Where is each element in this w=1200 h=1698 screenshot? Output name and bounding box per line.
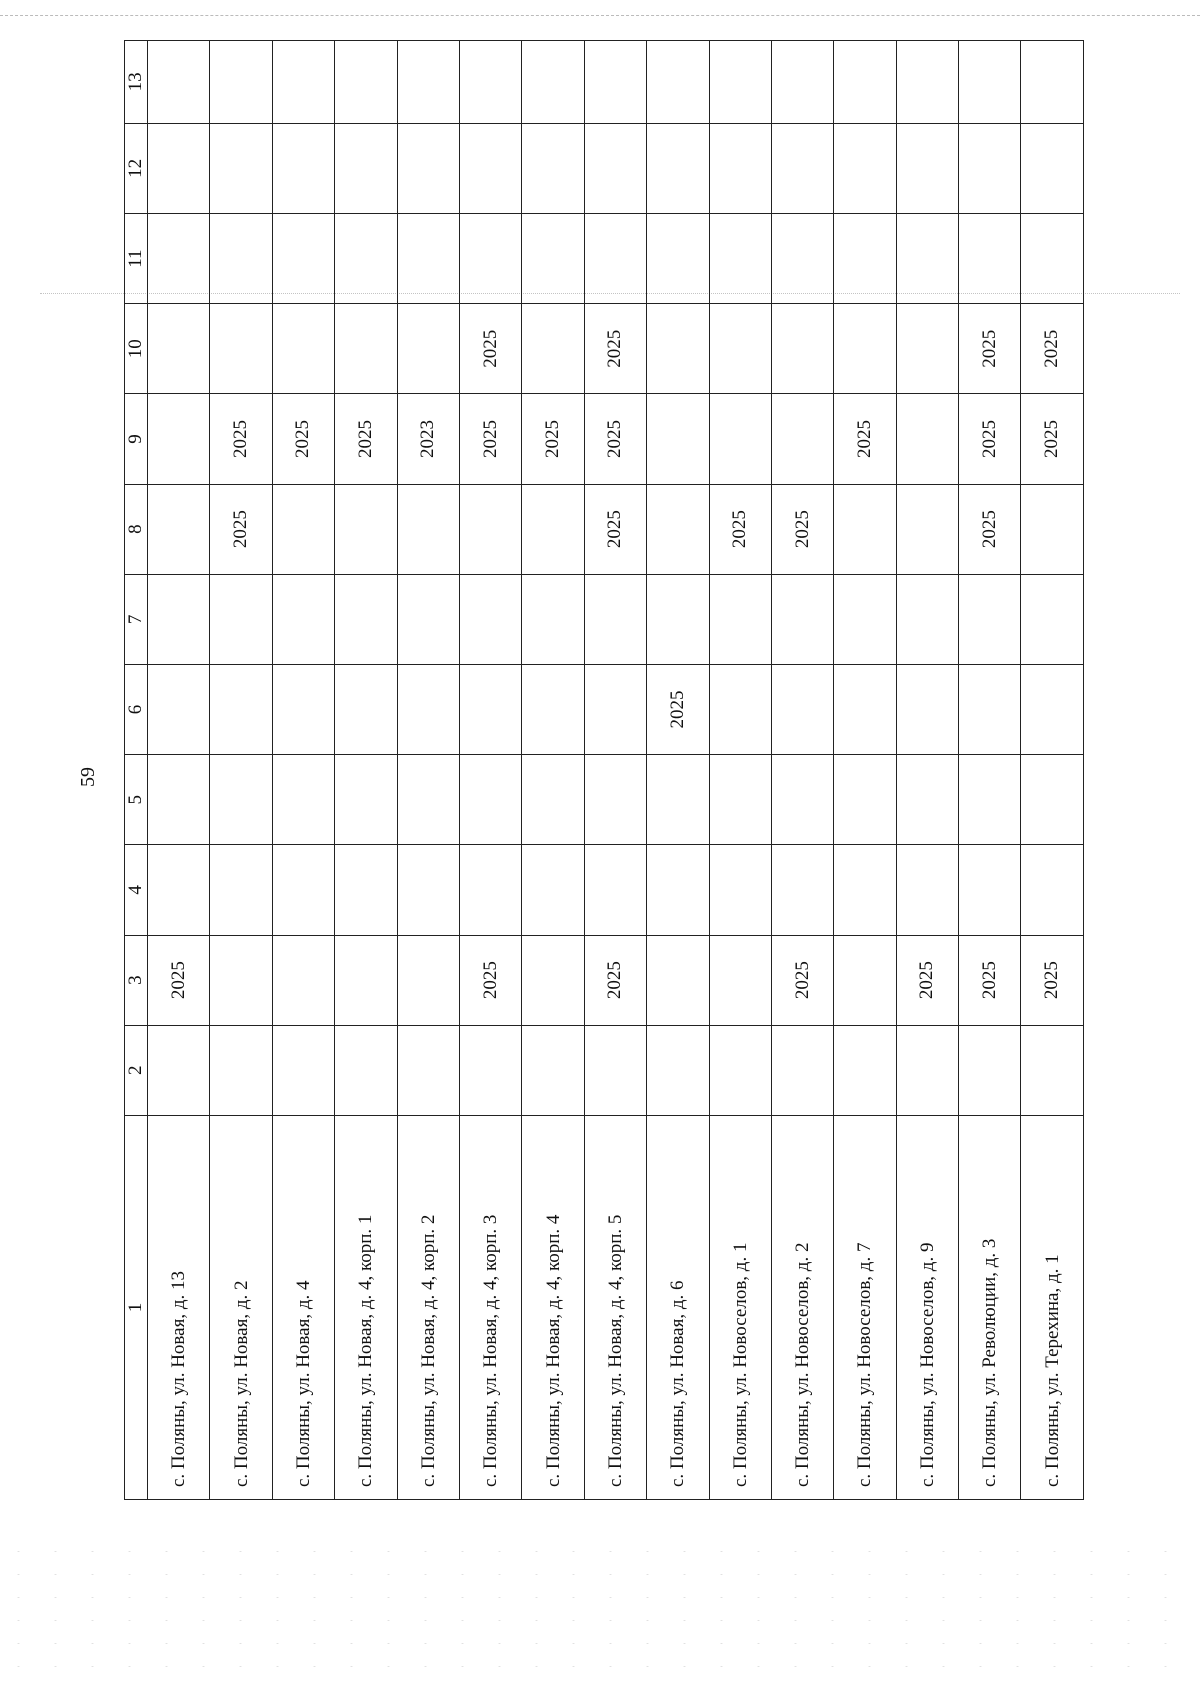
year-cell-col-10 xyxy=(272,304,334,394)
year-cell-col-8: 2025 xyxy=(709,484,771,574)
year-cell-col-4 xyxy=(1021,845,1084,935)
year-cell-col-6 xyxy=(834,664,896,754)
year-cell-col-6 xyxy=(959,664,1021,754)
year-cell-col-12 xyxy=(459,123,521,213)
year-cell-col-11 xyxy=(771,214,833,304)
year-cell-col-11 xyxy=(397,214,459,304)
year-cell-col-3: 2025 xyxy=(959,935,1021,1025)
year-cell-col-13 xyxy=(1021,41,1084,124)
column-header-9: 9 xyxy=(125,394,148,484)
table-row xyxy=(896,41,958,1500)
column-header-8: 8 xyxy=(125,484,148,574)
year-cell-col-5 xyxy=(210,755,272,845)
year-cell-col-8 xyxy=(647,484,709,574)
year-cell-col-8: 2025 xyxy=(959,484,1021,574)
year-cell-col-9 xyxy=(709,394,771,484)
year-cell-col-6 xyxy=(1021,664,1084,754)
year-cell-col-5 xyxy=(647,755,709,845)
year-cell-col-2 xyxy=(771,1025,833,1115)
year-cell-col-10: 2025 xyxy=(959,304,1021,394)
address-cell: с. Поляны, ул. Терехина, д. 1 xyxy=(1021,1115,1084,1499)
year-cell-col-9 xyxy=(896,394,958,484)
year-cell-col-6 xyxy=(397,664,459,754)
table-row xyxy=(335,41,397,1500)
year-cell-col-10 xyxy=(709,304,771,394)
year-cell-col-7 xyxy=(272,574,334,664)
year-cell-col-13 xyxy=(397,41,459,124)
year-cell-col-4 xyxy=(397,845,459,935)
year-cell-col-5 xyxy=(834,755,896,845)
address-cell: с. Поляны, ул. Новая, д. 2 xyxy=(210,1115,272,1499)
table-row xyxy=(210,41,272,1500)
year-cell-col-13 xyxy=(210,41,272,124)
year-cell-col-5 xyxy=(335,755,397,845)
year-cell-col-9: 2025 xyxy=(335,394,397,484)
year-cell-col-3 xyxy=(834,935,896,1025)
year-cell-col-3: 2025 xyxy=(148,935,210,1025)
address-cell: с. Поляны, ул. Революции, д. 3 xyxy=(959,1115,1021,1499)
column-header-7: 7 xyxy=(125,574,148,664)
scan-edge-line xyxy=(0,15,1200,16)
year-cell-col-2 xyxy=(210,1025,272,1115)
year-cell-col-10 xyxy=(210,304,272,394)
table-frame xyxy=(124,40,1084,1500)
year-cell-col-4 xyxy=(522,845,584,935)
address-cell: с. Поляны, ул. Новая, д. 13 xyxy=(148,1115,210,1499)
year-cell-col-12 xyxy=(397,123,459,213)
column-header-6: 6 xyxy=(125,664,148,754)
address-cell: с. Поляны, ул. Новоселов, д. 2 xyxy=(771,1115,833,1499)
address-cell: с. Поляны, ул. Новоселов, д. 7 xyxy=(834,1115,896,1499)
year-cell-col-9: 2025 xyxy=(1021,394,1084,484)
year-cell-col-2 xyxy=(272,1025,334,1115)
year-cell-col-4 xyxy=(959,845,1021,935)
column-header-13: 13 xyxy=(125,41,148,124)
year-cell-col-3: 2025 xyxy=(459,935,521,1025)
year-cell-col-7 xyxy=(148,574,210,664)
column-header-3: 3 xyxy=(125,935,148,1025)
year-cell-col-9: 2025 xyxy=(522,394,584,484)
year-cell-col-2 xyxy=(584,1025,646,1115)
year-cell-col-13 xyxy=(709,41,771,124)
year-cell-col-12 xyxy=(584,123,646,213)
table-row xyxy=(834,41,896,1500)
table-row xyxy=(584,41,646,1500)
year-cell-col-9 xyxy=(148,394,210,484)
year-cell-col-13 xyxy=(771,41,833,124)
year-cell-col-3 xyxy=(522,935,584,1025)
table-row xyxy=(272,41,334,1500)
column-header-10: 10 xyxy=(125,304,148,394)
table-row xyxy=(397,41,459,1500)
year-cell-col-11 xyxy=(1021,214,1084,304)
year-cell-col-11 xyxy=(210,214,272,304)
year-cell-col-9 xyxy=(647,394,709,484)
year-cell-col-6 xyxy=(896,664,958,754)
year-cell-col-13 xyxy=(959,41,1021,124)
year-cell-col-10: 2025 xyxy=(1021,304,1084,394)
year-cell-col-6 xyxy=(459,664,521,754)
year-cell-col-2 xyxy=(148,1025,210,1115)
column-header-4: 4 xyxy=(125,845,148,935)
year-cell-col-13 xyxy=(459,41,521,124)
year-cell-col-10 xyxy=(148,304,210,394)
year-cell-col-6 xyxy=(335,664,397,754)
year-cell-col-4 xyxy=(584,845,646,935)
table-row xyxy=(459,41,521,1500)
year-cell-col-6 xyxy=(522,664,584,754)
table-row xyxy=(647,41,709,1500)
year-cell-col-8 xyxy=(397,484,459,574)
year-cell-col-5 xyxy=(148,755,210,845)
year-cell-col-5 xyxy=(709,755,771,845)
year-cell-col-12 xyxy=(148,123,210,213)
year-cell-col-13 xyxy=(148,41,210,124)
page-number: 59 xyxy=(77,767,99,787)
year-cell-col-7 xyxy=(522,574,584,664)
year-cell-col-5 xyxy=(397,755,459,845)
address-cell: с. Поляны, ул. Новая, д. 4, корп. 1 xyxy=(335,1115,397,1499)
year-cell-col-12 xyxy=(272,123,334,213)
year-cell-col-4 xyxy=(459,845,521,935)
year-cell-col-12 xyxy=(709,123,771,213)
year-cell-col-2 xyxy=(896,1025,958,1115)
year-cell-col-4 xyxy=(335,845,397,935)
year-cell-col-10 xyxy=(771,304,833,394)
year-cell-col-11 xyxy=(584,214,646,304)
year-cell-col-9: 2025 xyxy=(584,394,646,484)
year-cell-col-9: 2025 xyxy=(459,394,521,484)
table-body xyxy=(148,41,1084,1500)
header-row xyxy=(125,41,148,1500)
year-cell-col-13 xyxy=(272,41,334,124)
register-table xyxy=(124,40,1084,1500)
year-cell-col-10 xyxy=(647,304,709,394)
year-cell-col-6 xyxy=(148,664,210,754)
year-cell-col-11 xyxy=(834,214,896,304)
year-cell-col-13 xyxy=(335,41,397,124)
year-cell-col-8 xyxy=(148,484,210,574)
year-cell-col-9: 2025 xyxy=(210,394,272,484)
year-cell-col-7 xyxy=(771,574,833,664)
table-row xyxy=(1021,41,1084,1500)
column-header-11: 11 xyxy=(125,214,148,304)
year-cell-col-8 xyxy=(896,484,958,574)
year-cell-col-3 xyxy=(709,935,771,1025)
year-cell-col-12 xyxy=(647,123,709,213)
year-cell-col-8 xyxy=(522,484,584,574)
year-cell-col-5 xyxy=(272,755,334,845)
year-cell-col-3: 2025 xyxy=(584,935,646,1025)
year-cell-col-11 xyxy=(148,214,210,304)
year-cell-col-4 xyxy=(210,845,272,935)
year-cell-col-11 xyxy=(709,214,771,304)
table-row xyxy=(522,41,584,1500)
year-cell-col-3: 2025 xyxy=(1021,935,1084,1025)
year-cell-col-2 xyxy=(1021,1025,1084,1115)
year-cell-col-3: 2025 xyxy=(896,935,958,1025)
year-cell-col-6 xyxy=(272,664,334,754)
address-cell: с. Поляны, ул. Новая, д. 6 xyxy=(647,1115,709,1499)
year-cell-col-3 xyxy=(397,935,459,1025)
year-cell-col-11 xyxy=(647,214,709,304)
year-cell-col-9: 2025 xyxy=(959,394,1021,484)
year-cell-col-6 xyxy=(709,664,771,754)
year-cell-col-7 xyxy=(584,574,646,664)
year-cell-col-5 xyxy=(522,755,584,845)
year-cell-col-8: 2025 xyxy=(210,484,272,574)
year-cell-col-12 xyxy=(335,123,397,213)
year-cell-col-6 xyxy=(771,664,833,754)
year-cell-col-10 xyxy=(834,304,896,394)
year-cell-col-10: 2025 xyxy=(584,304,646,394)
year-cell-col-2 xyxy=(522,1025,584,1115)
year-cell-col-10 xyxy=(896,304,958,394)
year-cell-col-3 xyxy=(647,935,709,1025)
year-cell-col-7 xyxy=(647,574,709,664)
year-cell-col-7 xyxy=(834,574,896,664)
year-cell-col-12 xyxy=(959,123,1021,213)
year-cell-col-12 xyxy=(1021,123,1084,213)
year-cell-col-6 xyxy=(210,664,272,754)
address-cell: с. Поляны, ул. Новая, д. 4, корп. 4 xyxy=(522,1115,584,1499)
year-cell-col-6: 2025 xyxy=(647,664,709,754)
year-cell-col-8: 2025 xyxy=(584,484,646,574)
address-cell: с. Поляны, ул. Новая, д. 4, корп. 2 xyxy=(397,1115,459,1499)
year-cell-col-3 xyxy=(210,935,272,1025)
year-cell-col-11 xyxy=(459,214,521,304)
year-cell-col-8 xyxy=(834,484,896,574)
year-cell-col-9: 2023 xyxy=(397,394,459,484)
table-row xyxy=(959,41,1021,1500)
year-cell-col-2 xyxy=(959,1025,1021,1115)
year-cell-col-5 xyxy=(959,755,1021,845)
year-cell-col-10 xyxy=(335,304,397,394)
year-cell-col-2 xyxy=(397,1025,459,1115)
year-cell-col-2 xyxy=(834,1025,896,1115)
address-cell: с. Поляны, ул. Новая, д. 4, корп. 3 xyxy=(459,1115,521,1499)
column-header-12: 12 xyxy=(125,123,148,213)
year-cell-col-3 xyxy=(335,935,397,1025)
year-cell-col-10: 2025 xyxy=(459,304,521,394)
year-cell-col-13 xyxy=(647,41,709,124)
year-cell-col-11 xyxy=(959,214,1021,304)
address-cell: с. Поляны, ул. Новоселов, д. 9 xyxy=(896,1115,958,1499)
year-cell-col-13 xyxy=(584,41,646,124)
year-cell-col-7 xyxy=(210,574,272,664)
year-cell-col-8 xyxy=(272,484,334,574)
address-cell: с. Поляны, ул. Новоселов, д. 1 xyxy=(709,1115,771,1499)
year-cell-col-7 xyxy=(709,574,771,664)
table-rotated-container xyxy=(124,40,1084,1500)
year-cell-col-10 xyxy=(397,304,459,394)
year-cell-col-13 xyxy=(834,41,896,124)
year-cell-col-9 xyxy=(771,394,833,484)
column-header-5: 5 xyxy=(125,755,148,845)
year-cell-col-2 xyxy=(335,1025,397,1115)
year-cell-col-8: 2025 xyxy=(771,484,833,574)
year-cell-col-11 xyxy=(335,214,397,304)
year-cell-col-12 xyxy=(771,123,833,213)
year-cell-col-7 xyxy=(896,574,958,664)
year-cell-col-12 xyxy=(896,123,958,213)
year-cell-col-4 xyxy=(709,845,771,935)
column-header-1: 1 xyxy=(125,1115,148,1499)
year-cell-col-2 xyxy=(459,1025,521,1115)
year-cell-col-5 xyxy=(584,755,646,845)
year-cell-col-10 xyxy=(522,304,584,394)
year-cell-col-4 xyxy=(896,845,958,935)
year-cell-col-4 xyxy=(834,845,896,935)
year-cell-col-7 xyxy=(397,574,459,664)
address-cell: с. Поляны, ул. Новая, д. 4 xyxy=(272,1115,334,1499)
year-cell-col-5 xyxy=(1021,755,1084,845)
year-cell-col-8 xyxy=(335,484,397,574)
year-cell-col-9: 2025 xyxy=(272,394,334,484)
address-cell: с. Поляны, ул. Новая, д. 4, корп. 5 xyxy=(584,1115,646,1499)
year-cell-col-7 xyxy=(459,574,521,664)
year-cell-col-2 xyxy=(709,1025,771,1115)
year-cell-col-2 xyxy=(647,1025,709,1115)
year-cell-col-11 xyxy=(522,214,584,304)
table-row xyxy=(771,41,833,1500)
year-cell-col-8 xyxy=(1021,484,1084,574)
year-cell-col-12 xyxy=(522,123,584,213)
year-cell-col-4 xyxy=(647,845,709,935)
table-row xyxy=(709,41,771,1500)
year-cell-col-5 xyxy=(896,755,958,845)
year-cell-col-3 xyxy=(272,935,334,1025)
year-cell-col-11 xyxy=(896,214,958,304)
year-cell-col-7 xyxy=(1021,574,1084,664)
scan-noise xyxy=(0,1540,1200,1680)
year-cell-col-3: 2025 xyxy=(771,935,833,1025)
year-cell-col-7 xyxy=(959,574,1021,664)
year-cell-col-9: 2025 xyxy=(834,394,896,484)
year-cell-col-11 xyxy=(272,214,334,304)
year-cell-col-13 xyxy=(896,41,958,124)
year-cell-col-6 xyxy=(584,664,646,754)
year-cell-col-5 xyxy=(459,755,521,845)
year-cell-col-4 xyxy=(148,845,210,935)
year-cell-col-12 xyxy=(834,123,896,213)
column-header-2: 2 xyxy=(125,1025,148,1115)
year-cell-col-4 xyxy=(272,845,334,935)
year-cell-col-4 xyxy=(771,845,833,935)
year-cell-col-8 xyxy=(459,484,521,574)
table-row xyxy=(148,41,210,1500)
year-cell-col-7 xyxy=(335,574,397,664)
year-cell-col-13 xyxy=(522,41,584,124)
year-cell-col-5 xyxy=(771,755,833,845)
year-cell-col-12 xyxy=(210,123,272,213)
